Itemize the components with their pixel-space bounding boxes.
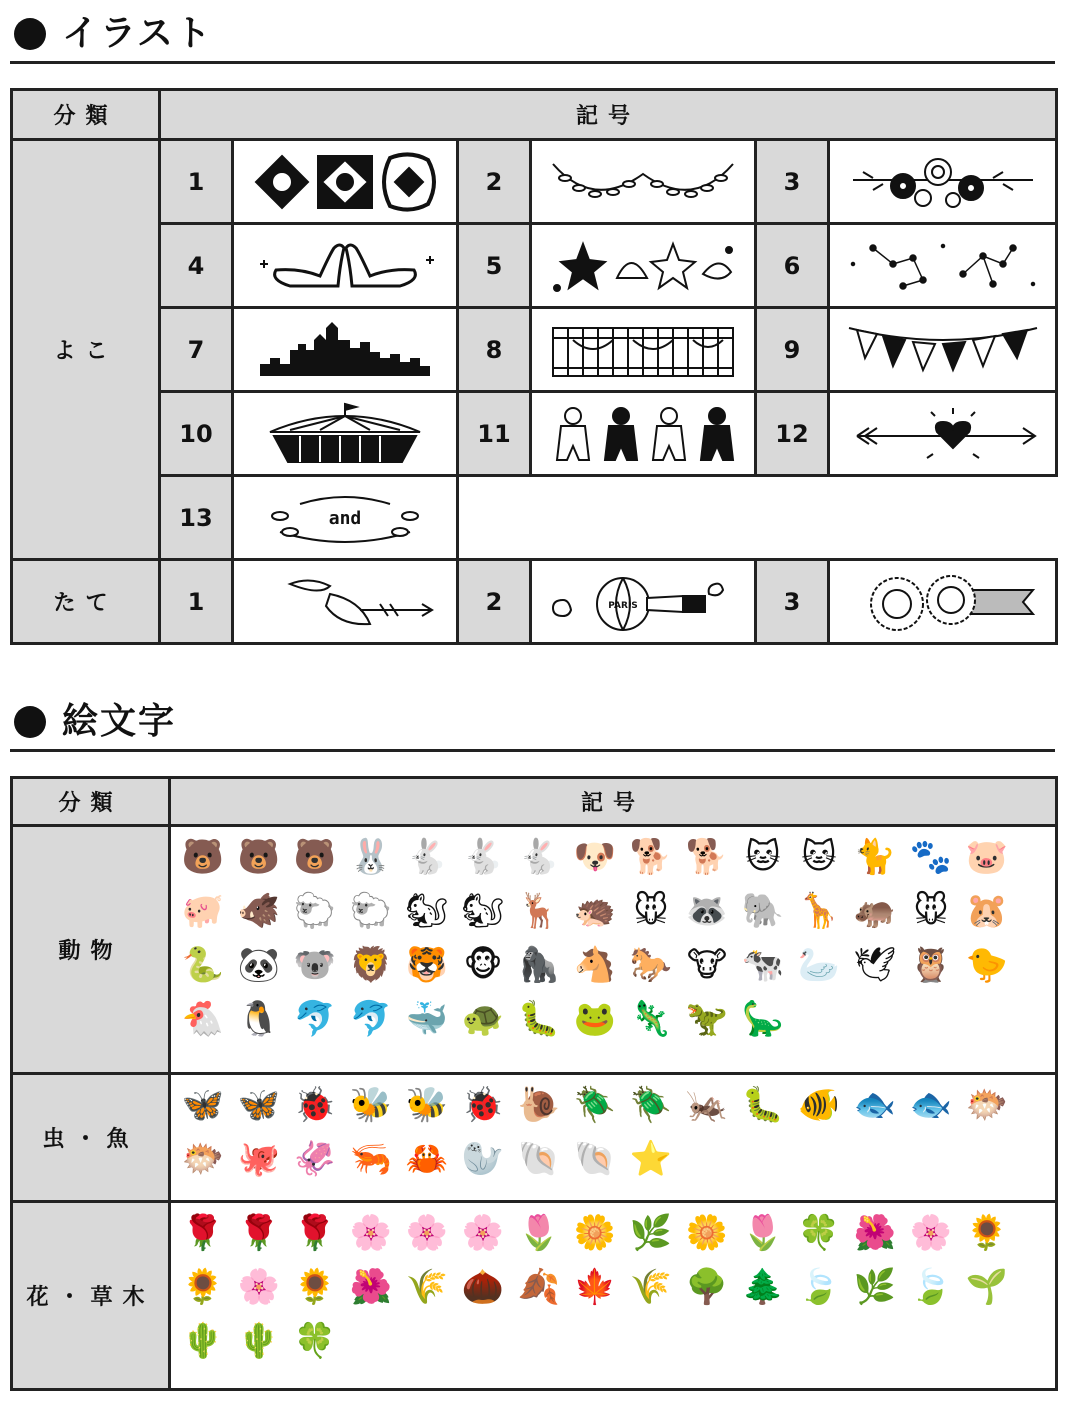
emoji-symbol: 🐸 (573, 999, 617, 1039)
category-flowers-plants: 花・草木 (12, 1202, 170, 1390)
emoji-symbol: 🌻 (181, 1267, 225, 1307)
castle-silhouette-icon (233, 308, 458, 392)
emoji-symbol: 🐧 (237, 999, 281, 1039)
emoji-symbol: 🦗 (685, 1085, 729, 1125)
emoji-symbol: 🐙 (237, 1139, 281, 1179)
emoji-symbol: 🐿 (461, 891, 505, 931)
flower-bouquet-icon (829, 140, 1057, 224)
emoji-symbol: 🦒 (797, 891, 841, 931)
emoji-symbol: 🌹 (293, 1213, 337, 1253)
emoji-symbol: 🌻 (965, 1213, 1009, 1253)
emoji-symbol: 🦖 (685, 999, 729, 1039)
emoji-symbol: 🐾 (909, 837, 953, 877)
bunting-flags-icon (829, 308, 1057, 392)
emoji-symbol: 🌼 (573, 1213, 617, 1253)
bullet-icon (14, 18, 46, 50)
emoji-symbol: 🐚 (573, 1139, 617, 1179)
emoji-symbol: 🐕 (685, 837, 729, 877)
emoji-symbol: 🦋 (181, 1085, 225, 1125)
emoji-symbol: 🐹 (965, 891, 1009, 931)
item-number: 10 (160, 392, 233, 476)
emoji-symbol: 🦍 (517, 945, 561, 985)
emoji-symbol: 🌺 (853, 1213, 897, 1253)
category-animals: 動物 (12, 826, 170, 1074)
emoji-symbol: 🐱 (745, 837, 781, 877)
emoji-symbol: 🐻 (181, 837, 225, 877)
bullet-icon (14, 706, 46, 738)
heart-arrow-icon (829, 392, 1057, 476)
emoji-symbol: 🐯 (405, 945, 449, 985)
section-title: 絵文字 (62, 701, 177, 742)
emoji-symbol: 🦢 (797, 945, 841, 985)
emoji-symbol: 🌳 (685, 1267, 729, 1307)
emoji-symbol: 🐼 (237, 945, 281, 985)
emoji-symbol: 🐈 (853, 837, 897, 877)
emoji-symbol: 🐠 (797, 1085, 841, 1125)
emoji-symbol: ⭐ (629, 1139, 673, 1179)
emoji-symbol: 🐭 (913, 891, 949, 931)
emoji-symbol: 🐝 (405, 1085, 449, 1125)
empty-cell (458, 476, 1057, 560)
emoji-symbol: 🐛 (517, 999, 561, 1039)
emoji-symbol: 🐢 (461, 999, 505, 1039)
emoji-symbol: 🐝 (349, 1085, 393, 1125)
emoji-symbol: 🐍 (181, 945, 225, 985)
rosette-ribbon-icon (829, 560, 1057, 644)
emoji-symbol: 🌷 (741, 1213, 785, 1253)
item-number: 2 (458, 560, 531, 644)
emoji-symbol: 🐚 (517, 1139, 561, 1179)
emoji-symbol: 🐱 (801, 837, 837, 877)
emoji-symbol: 🐔 (181, 999, 225, 1039)
emoji-symbol: 🪲 (629, 1085, 673, 1125)
emoji-symbol: 🐞 (461, 1085, 505, 1125)
emoji-symbol: 🌱 (965, 1267, 1009, 1307)
paris-text: PARIS (608, 600, 638, 611)
emoji-symbol: 🌰 (461, 1267, 505, 1307)
item-number: 2 (458, 140, 531, 224)
emoji-symbol: 🌻 (293, 1267, 337, 1307)
item-number: 5 (458, 224, 531, 308)
emoji-symbol: 🐞 (293, 1085, 337, 1125)
emoji-symbol: 🐡 (965, 1085, 1009, 1125)
emoji-symbol: 🐇 (405, 837, 449, 877)
emoji-symbol: 🌸 (405, 1213, 449, 1253)
emoji-symbol: 🐑 (293, 891, 337, 931)
emoji-table (10, 776, 1058, 1391)
seashells-icon (531, 224, 756, 308)
emoji-symbol: 🦕 (741, 999, 785, 1039)
emoji-symbol: 🐿 (405, 891, 449, 931)
emoji-symbol: 🦀 (405, 1139, 449, 1179)
emoji-symbol: 🐷 (965, 837, 1009, 877)
constellation-icon (829, 224, 1057, 308)
emoji-symbol: 🌿 (853, 1267, 897, 1307)
emoji-symbol: 🌸 (461, 1213, 505, 1253)
emoji-grid (179, 1081, 1047, 1183)
section-heading-emoji (10, 692, 1055, 752)
emoji-symbol: 🌵 (237, 1321, 281, 1361)
emoji-symbol: 🐕 (629, 837, 673, 877)
category-tate: たて (12, 560, 160, 644)
header-category: 分類 (12, 778, 170, 826)
emoji-symbol: 🐄 (741, 945, 785, 985)
emoji-symbol: 🌸 (349, 1213, 393, 1253)
emoji-symbol: 🐟 (909, 1085, 953, 1125)
item-number: 7 (160, 308, 233, 392)
header-symbol: 記号 (170, 778, 1057, 826)
emoji-symbol: 🦉 (909, 945, 953, 985)
emoji-symbol: 🦋 (237, 1085, 281, 1125)
category-yoko: よこ (12, 140, 160, 560)
emoji-symbol: 🐗 (237, 891, 281, 931)
section-heading-illust (10, 4, 1055, 64)
emoji-symbol: 🐭 (633, 891, 669, 931)
emoji-symbol: 🐬 (293, 999, 337, 1039)
emoji-symbol: 🐳 (405, 999, 449, 1039)
swans-icon (233, 224, 458, 308)
and-wreath-icon (233, 476, 458, 560)
emoji-symbol: 🪲 (573, 1085, 617, 1125)
emoji-symbol: 🐖 (181, 891, 225, 931)
emoji-symbol: 🌹 (237, 1213, 281, 1253)
emoji-symbol: 🍀 (293, 1321, 337, 1361)
emoji-symbol: 🍂 (517, 1267, 561, 1307)
header-symbol: 記号 (160, 90, 1057, 140)
emoji-symbol: 🐑 (349, 891, 393, 931)
emoji-symbol: 🐘 (741, 891, 785, 931)
emoji-symbol: 🦛 (853, 891, 897, 931)
emoji-symbol: 🐻 (237, 837, 281, 877)
emoji-symbol: 🦎 (629, 999, 673, 1039)
item-number: 12 (756, 392, 829, 476)
emoji-symbol: 🦝 (685, 891, 729, 931)
emoji-symbol: 🐰 (349, 837, 393, 877)
gingerbread-men-icon (531, 392, 756, 476)
and-text: and (328, 507, 362, 529)
emoji-symbol: 🐇 (517, 837, 561, 877)
item-number: 1 (160, 140, 233, 224)
emoji-symbol: 🐌 (517, 1085, 561, 1125)
emoji-symbol: 🐛 (741, 1085, 785, 1125)
illust-table (10, 88, 1058, 645)
emoji-symbol: 🐨 (293, 945, 337, 985)
item-number: 8 (458, 308, 531, 392)
item-number: 11 (458, 392, 531, 476)
item-number: 1 (160, 560, 233, 644)
category-insects-fish: 虫・魚 (12, 1074, 170, 1202)
emoji-symbol: 🌾 (405, 1267, 449, 1307)
emoji-symbol: 🌷 (517, 1213, 561, 1253)
emoji-cell-flowers-plants (170, 1202, 1057, 1390)
emoji-symbol: 🐮 (686, 945, 728, 985)
circus-tent-icon (233, 392, 458, 476)
header-category: 分類 (12, 90, 160, 140)
emoji-symbol: 🌿 (629, 1213, 673, 1253)
emoji-symbol: 🐎 (629, 945, 673, 985)
hot-air-balloon-icon (531, 560, 756, 644)
emoji-symbol: 🦐 (349, 1139, 393, 1179)
emoji-symbol: 🐇 (461, 837, 505, 877)
leaf-garland-icon (531, 140, 756, 224)
emoji-symbol: 🐶 (573, 837, 617, 877)
emoji-symbol: 🐴 (573, 945, 617, 985)
emoji-symbol: 🌵 (181, 1321, 225, 1361)
emoji-symbol: 🦑 (293, 1139, 337, 1179)
emoji-cell-insects-fish (170, 1074, 1057, 1202)
emoji-symbol: 🍃 (909, 1267, 953, 1307)
emoji-cell-animals (170, 826, 1057, 1074)
item-number: 6 (756, 224, 829, 308)
emoji-symbol: 🍀 (797, 1213, 841, 1253)
section-title: イラスト (62, 13, 213, 54)
emoji-symbol: 🐻 (293, 837, 337, 877)
emoji-symbol: 🕊 (853, 945, 897, 985)
emoji-symbol: 🌾 (629, 1267, 673, 1307)
emoji-symbol: 🌸 (237, 1267, 281, 1307)
emoji-grid (179, 1209, 1047, 1365)
item-number: 9 (756, 308, 829, 392)
emoji-symbol: 🐬 (349, 999, 393, 1039)
bouquet-arrow-icon (233, 560, 458, 644)
emoji-symbol: 🦔 (573, 891, 617, 931)
emoji-symbol: 🐵 (463, 945, 503, 985)
item-number: 4 (160, 224, 233, 308)
emoji-symbol: 🦭 (461, 1139, 505, 1179)
emoji-symbol: 🐤 (965, 945, 1009, 985)
emoji-grid (179, 833, 1047, 1043)
item-number: 3 (756, 560, 829, 644)
item-number: 13 (160, 476, 233, 560)
emoji-symbol: 🌼 (685, 1213, 729, 1253)
emoji-symbol: 🦁 (349, 945, 393, 985)
emoji-symbol: 🍃 (797, 1267, 841, 1307)
tile-pattern-icon (233, 140, 458, 224)
item-number: 3 (756, 140, 829, 224)
emoji-symbol: 🌹 (181, 1213, 225, 1253)
emoji-symbol: 🌸 (909, 1213, 953, 1253)
emoji-symbol: 🐡 (181, 1139, 225, 1179)
emoji-symbol: 🌲 (741, 1267, 785, 1307)
emoji-symbol: 🐟 (853, 1085, 897, 1125)
emoji-symbol: 🍁 (573, 1267, 617, 1307)
iron-fence-icon (531, 308, 756, 392)
emoji-symbol: 🌺 (349, 1267, 393, 1307)
emoji-symbol: 🦌 (517, 891, 561, 931)
